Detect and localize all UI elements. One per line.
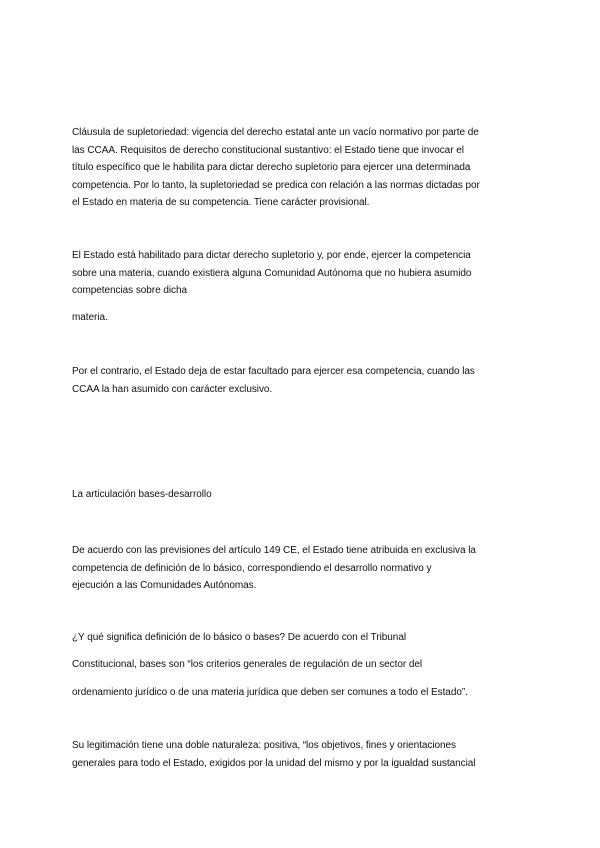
section-heading bbox=[72, 486, 212, 504]
text-line: sobre una materia, cuando existiera alguna Comunidad Autónoma que no hubiera asumido bbox=[72, 267, 472, 279]
paragraph-bases-line2 bbox=[72, 656, 422, 674]
text-line: ejecución a las Comunidades Autónomas. bbox=[72, 580, 257, 591]
text-line: De acuerdo con las previsiones del artículo 149 CE, el Estado tiene atribuida en exclusiva la bbox=[72, 545, 476, 556]
text-line: competencias sobre dicha bbox=[72, 285, 187, 296]
text-line: ordenamiento jurídico o de una materia jurídica que deben ser comunes a todo el Estado”. bbox=[72, 687, 468, 698]
text-line: título específico que le habilita para dictar derecho supletorio para ejercer una determinada bbox=[72, 162, 471, 173]
text-line: Cláusula de supletoriedad: vigencia del derecho estatal ante un vacío normativo por parte de bbox=[72, 127, 479, 138]
paragraph-contrario bbox=[72, 363, 475, 398]
paragraph-legitimacion bbox=[72, 737, 475, 772]
paragraph-habilitado bbox=[72, 247, 471, 300]
paragraph-materia bbox=[72, 309, 108, 327]
text-line: CCAA la han asumido con carácter exclusivo. bbox=[72, 383, 273, 395]
paragraph-supletoriedad bbox=[72, 124, 480, 212]
text-line: generales para todo el Estado, exigidos por la unidad del mismo y por la igualdad sustancial bbox=[72, 757, 476, 769]
text-line: las CCAA. Requisitos de derecho constitucional sustantivo: el Estado tiene que invocar el bbox=[72, 144, 464, 156]
text-line: competencia. Por lo tanto, la supletoriedad se predica con relación a las normas dictadas por bbox=[72, 179, 480, 191]
text-line: el Estado en materia de su competencia. Tiene carácter provisional. bbox=[72, 197, 370, 208]
text-line: El Estado está habilitado para dictar derecho supletorio y, por ende, ejercer la competencia bbox=[72, 250, 471, 261]
text-line: materia. bbox=[72, 312, 108, 323]
paragraph-bases-line3 bbox=[72, 684, 468, 702]
text-line: Su legitimación tiene una doble naturaleza: positiva, “los objetivos, fines y orientaciones bbox=[72, 740, 457, 751]
text-line: competencia de definición de lo básico, correspondiendo el desarrollo normativo y bbox=[72, 562, 432, 574]
heading-text: La articulación bases-desarrollo bbox=[72, 489, 212, 500]
text-line: Por el contrario, el Estado deja de estar facultado para ejercer esa competencia, cuando las bbox=[72, 366, 475, 377]
text-line: ¿Y qué significa definición de lo básico o bases? De acuerdo con el Tribunal bbox=[72, 632, 407, 643]
paragraph-bases-line1 bbox=[72, 629, 406, 647]
paragraph-articulo-149 bbox=[72, 542, 476, 595]
text-line: Constitucional, bases son “los criterios generales de regulación de un sector del bbox=[72, 659, 423, 670]
